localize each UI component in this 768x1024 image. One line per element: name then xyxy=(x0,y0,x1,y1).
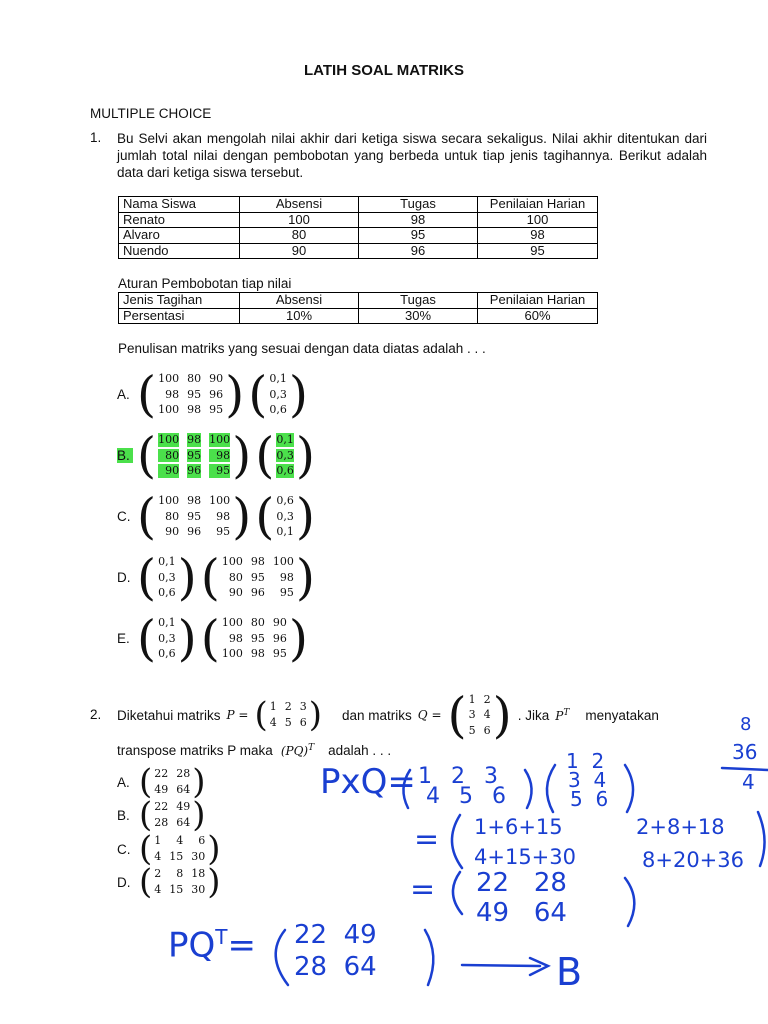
table-cell: 98 xyxy=(359,212,478,228)
section-heading: MULTIPLE CHOICE xyxy=(90,106,212,121)
matrix-bracket-right: ) xyxy=(295,488,315,545)
matrix-entry: 4 xyxy=(269,716,277,729)
table-header-cell: Absensi xyxy=(240,197,359,213)
table-cell: 100 xyxy=(240,212,359,228)
matrix-bracket-right: ) xyxy=(192,795,206,835)
hand-pqt-label: $PQ^T=$ xyxy=(168,925,256,966)
matrix-entry: 96 xyxy=(272,631,287,645)
matrix-entry: 96 xyxy=(250,586,265,600)
matrix-bracket-left: ( xyxy=(139,762,153,802)
matrix-entry: 30 xyxy=(191,850,206,863)
hand-arrow-line xyxy=(462,965,540,966)
matrix-entry: 1 xyxy=(154,834,162,847)
matrix-entry: 98 xyxy=(279,570,294,584)
matrix-entry: 0,1 xyxy=(276,525,294,539)
p-transpose: $P^T$ xyxy=(555,707,570,723)
option-label: C. xyxy=(117,841,131,857)
matrix-bracket-left: ( xyxy=(248,366,268,423)
matrix-bracket-left: ( xyxy=(137,366,157,423)
matrix-entry: 0,6 xyxy=(276,494,294,507)
matrix-entry: 4 xyxy=(154,850,162,863)
matrix-entry: 90 xyxy=(272,616,287,629)
table-cell: 90 xyxy=(240,243,359,259)
matrix-bracket-right: ) xyxy=(295,549,315,606)
hand-margin-mid: 36 xyxy=(732,740,758,764)
matrix-bracket-right: ) xyxy=(232,427,252,484)
matrix-entry: 0,3 xyxy=(158,631,176,645)
matrix-bracket-left: ( xyxy=(137,488,157,545)
matrix-entry: 64 xyxy=(176,783,191,796)
matrix-bracket-right: ) xyxy=(177,549,197,606)
matrix-bracket-right: ) xyxy=(492,686,512,744)
option-label: A. xyxy=(117,387,130,402)
matrix-entry: 2 xyxy=(483,692,491,706)
hand-paren-right xyxy=(425,930,433,985)
matrix-entry: 95 xyxy=(209,403,224,417)
table-header-cell: Tugas xyxy=(359,293,478,309)
matrix-entry: 98 xyxy=(187,403,202,417)
matrix-entry: 80 xyxy=(228,570,243,584)
matrix-entry: 95 xyxy=(209,464,230,478)
hand-pqt-row1: 22 49 xyxy=(294,920,377,950)
option-label: A. xyxy=(117,774,130,790)
table-cell: 98 xyxy=(478,228,598,244)
table-header-cell: Penilaian Harian xyxy=(478,293,598,309)
question-1-number: 1. xyxy=(90,130,102,145)
matrix-entry: 98 xyxy=(216,509,231,523)
matrix-entry: 98 xyxy=(228,631,243,645)
matrix-entry: 90 xyxy=(165,525,180,539)
hand-matrix-p-row2: 4 5 6 xyxy=(426,784,512,809)
matrix-bracket-left: ( xyxy=(137,549,157,606)
hand-paren-right xyxy=(525,770,532,808)
matrix-bracket-right: ) xyxy=(207,829,221,869)
question-1-prompt: Penulisan matriks yang sesuai dengan data diatas adalah . . . xyxy=(118,341,486,356)
matrix-entry: 18 xyxy=(191,867,206,880)
option-label: B. xyxy=(117,448,133,463)
matrix-entry: 100 xyxy=(221,555,243,568)
table-cell: 80 xyxy=(240,228,359,244)
matrix-entry: 49 xyxy=(176,800,191,813)
matrix-entry: 100 xyxy=(221,616,243,629)
matrix-entry: 30 xyxy=(191,883,206,896)
matrix-entry: 8 xyxy=(176,867,184,880)
matrix-entry: 100 xyxy=(158,433,180,446)
hand-matrix-q-row2: 3 4 xyxy=(568,768,607,792)
matrix-entry: 4 xyxy=(176,834,184,847)
matrix-entry: 100 xyxy=(221,647,243,661)
matrix-entry: 96 xyxy=(209,387,224,401)
matrix-entry: 96 xyxy=(187,525,202,539)
matrix-entry: 98 xyxy=(250,647,265,661)
pq-transpose: (PQ)$^T$ xyxy=(280,743,315,758)
matrix-entry: 49 xyxy=(154,783,169,796)
matrix-entry: 22 xyxy=(154,767,169,780)
option-label: D. xyxy=(117,874,131,890)
table-cell: 100 xyxy=(478,212,598,228)
matrix-entry: 4 xyxy=(483,708,491,722)
matrix-entry: 95 xyxy=(250,631,265,645)
matrix-entry: 100 xyxy=(158,403,180,417)
hand-result-row1: 22 28 xyxy=(476,868,567,898)
matrix-entry: 0,3 xyxy=(276,448,294,462)
hand-equals: = xyxy=(410,872,436,907)
hand-pxq: PxQ= xyxy=(320,762,416,802)
question-2-text-f: adalah . . . xyxy=(328,743,392,758)
matrix-entry: 90 xyxy=(209,372,224,385)
matrix-entry: 1 xyxy=(269,700,277,713)
matrix-entry: 5 xyxy=(284,716,292,729)
matrix-bracket-left: ( xyxy=(255,488,275,545)
table-cell: 10% xyxy=(240,308,359,324)
matrix-entry: 98 xyxy=(187,494,202,507)
matrix-entry: 64 xyxy=(176,816,191,829)
page-title: LATIH SOAL MATRIKS xyxy=(304,62,464,79)
hand-equals: = xyxy=(414,822,440,857)
matrix-bracket-left: ( xyxy=(254,695,268,735)
table-cell: 96 xyxy=(359,243,478,259)
matrix-bracket-right: ) xyxy=(177,610,197,667)
weights-table-caption: Aturan Pembobotan tiap nilai xyxy=(118,276,292,291)
matrix-entry: 0,6 xyxy=(276,464,294,478)
matrix-entry: 0,6 xyxy=(269,403,287,417)
hand-matrix-q-row1: 1 2 xyxy=(566,749,605,773)
matrix-entry: 80 xyxy=(165,509,180,523)
hand-margin-top: 8 xyxy=(740,714,752,735)
matrix-bracket-left: ( xyxy=(137,610,157,667)
matrix-entry: 0,6 xyxy=(158,647,176,661)
matrix-entry: 3 xyxy=(468,708,476,722)
matrix-entry: 22 xyxy=(154,800,169,813)
matrix-entry: 0,1 xyxy=(276,433,294,446)
hand-paren-left xyxy=(453,872,462,914)
matrix-entry: 15 xyxy=(169,883,184,896)
matrix-entry: 4 xyxy=(154,883,162,896)
matrix-bracket-right: ) xyxy=(295,427,315,484)
matrix-entry: 0,3 xyxy=(269,387,287,401)
table-header-cell: Jenis Tagihan xyxy=(119,293,240,309)
option-label: D. xyxy=(117,570,131,585)
question-2-text-e: transpose matriks P maka xyxy=(117,743,273,758)
table-cell: 95 xyxy=(359,228,478,244)
table-cell: 60% xyxy=(478,308,598,324)
matrix-entry: 100 xyxy=(209,433,231,446)
matrix-bracket-right: ) xyxy=(288,366,308,423)
hand-sum-r1c2: 2+8+18 xyxy=(636,815,725,839)
table-cell: Alvaro xyxy=(119,228,240,244)
table-cell: 95 xyxy=(478,243,598,259)
matrix-entry: 90 xyxy=(228,586,243,600)
matrix-bracket-right: ) xyxy=(192,762,206,802)
matrix-entry: 95 xyxy=(187,509,202,523)
matrix-entry: 2 xyxy=(154,867,162,880)
matrix-bracket-left: ( xyxy=(137,427,157,484)
matrix-entry: 98 xyxy=(187,433,202,446)
hand-result-row2: 49 64 xyxy=(476,898,567,928)
matrix-p-label: P = xyxy=(226,708,249,722)
hand-paren-left xyxy=(547,765,555,812)
matrix-entry: 2 xyxy=(284,700,292,713)
option-label: C. xyxy=(117,509,131,524)
matrix-bracket-right: ) xyxy=(225,366,245,423)
hand-matrix-q-row3: 5 6 xyxy=(570,787,609,811)
matrix-bracket-left: ( xyxy=(200,610,220,667)
matrix-q-label: Q = xyxy=(417,708,442,722)
matrix-entry: 0,1 xyxy=(269,372,287,385)
matrix-entry: 0,1 xyxy=(158,616,176,629)
matrix-entry: 90 xyxy=(158,464,179,478)
hand-paren-right xyxy=(625,765,633,812)
matrix-bracket-right: ) xyxy=(288,610,308,667)
question-2-text-c: . Jika xyxy=(517,707,550,723)
matrix-entry: 100 xyxy=(158,494,180,507)
matrix-bracket-right: ) xyxy=(232,488,252,545)
matrix-entry: 95 xyxy=(187,387,202,401)
matrix-entry: 98 xyxy=(165,387,180,401)
matrix-entry: 96 xyxy=(187,464,202,478)
option-label: E. xyxy=(117,631,130,646)
matrix-bracket-left: ( xyxy=(200,549,220,606)
matrix-entry: 98 xyxy=(209,449,230,463)
table-header-cell: Absensi xyxy=(240,293,359,309)
matrix-bracket-left: ( xyxy=(447,686,467,744)
matrix-entry: 80 xyxy=(187,372,202,385)
matrix-entry: 80 xyxy=(250,616,265,629)
hand-sum-r1c1: 1+6+15 xyxy=(474,815,563,839)
matrix-entry: 28 xyxy=(176,767,191,780)
matrix-entry: 80 xyxy=(158,449,179,463)
matrix-entry: 1 xyxy=(468,692,476,706)
hand-pqt-row2: 28 64 xyxy=(294,952,377,982)
question-2-text-d: menyatakan xyxy=(585,707,659,723)
table-header-cell: Nama Siswa xyxy=(119,197,240,213)
hand-matrix-p-row1: 1 2 3 xyxy=(418,764,504,789)
table-cell: Persentasi xyxy=(119,308,240,324)
matrix-bracket-right: ) xyxy=(207,862,221,902)
hand-paren-right xyxy=(625,878,634,926)
hand-margin-bot: 4 xyxy=(742,770,755,794)
matrix-entry: 100 xyxy=(209,494,231,507)
matrix-entry: 100 xyxy=(272,555,294,568)
matrix-entry: 95 xyxy=(216,525,231,539)
matrix-entry: 15 xyxy=(169,850,184,863)
question-2-text-a: Diketahui matriks xyxy=(117,707,221,723)
question-2-number: 2. xyxy=(90,707,102,722)
matrix-entry: 0,3 xyxy=(158,570,176,584)
table-cell: 30% xyxy=(359,308,478,324)
matrix-entry: 0,3 xyxy=(276,509,294,523)
option-label: B. xyxy=(117,807,130,823)
hand-sum-r2c1: 4+15+30 xyxy=(474,845,576,869)
table-header-cell: Tugas xyxy=(359,197,478,213)
question-1-text: Bu Selvi akan mengolah nilai akhir dari ketiga siswa secara sekaligus. Nilai akhir ditentukan dari jumlah total nilai dengan pembobotan yang berbeda untuk tiap jenis tagihannya. Berikut adalah data dari ketiga siswa tersebut. xyxy=(117,131,707,180)
matrix-entry: 95 xyxy=(187,448,202,462)
table-cell: Nuendo xyxy=(119,243,240,259)
hand-paren-left xyxy=(452,815,462,868)
matrix-entry: 0,1 xyxy=(158,555,176,568)
matrix-bracket-left: ( xyxy=(139,829,153,869)
matrix-entry: 95 xyxy=(250,570,265,584)
hand-paren-left xyxy=(276,930,288,985)
hand-sum-r2c2: 8+20+36 xyxy=(642,848,744,872)
matrix-bracket-right: ) xyxy=(308,695,323,735)
matrix-entry: 3 xyxy=(299,700,307,713)
matrix-bracket-left: ( xyxy=(139,795,153,835)
matrix-entry: 6 xyxy=(198,834,206,847)
matrix-entry: 5 xyxy=(468,723,476,737)
hand-answer: B xyxy=(556,950,583,994)
matrix-entry: 28 xyxy=(154,816,169,829)
matrix-entry: 95 xyxy=(279,586,294,600)
hand-paren-right xyxy=(758,812,765,866)
matrix-entry: 98 xyxy=(250,555,265,568)
matrix-bracket-left: ( xyxy=(255,427,275,484)
matrix-entry: 100 xyxy=(158,372,180,385)
table-cell: Renato xyxy=(119,212,240,228)
matrix-entry: 6 xyxy=(299,716,307,729)
table-header-cell: Penilaian Harian xyxy=(478,197,598,213)
question-2-text-b: dan matriks xyxy=(342,707,412,723)
matrix-entry: 0,6 xyxy=(158,586,176,600)
matrix-entry: 6 xyxy=(483,723,491,737)
matrix-bracket-left: ( xyxy=(139,862,153,902)
matrix-entry: 95 xyxy=(272,647,287,661)
